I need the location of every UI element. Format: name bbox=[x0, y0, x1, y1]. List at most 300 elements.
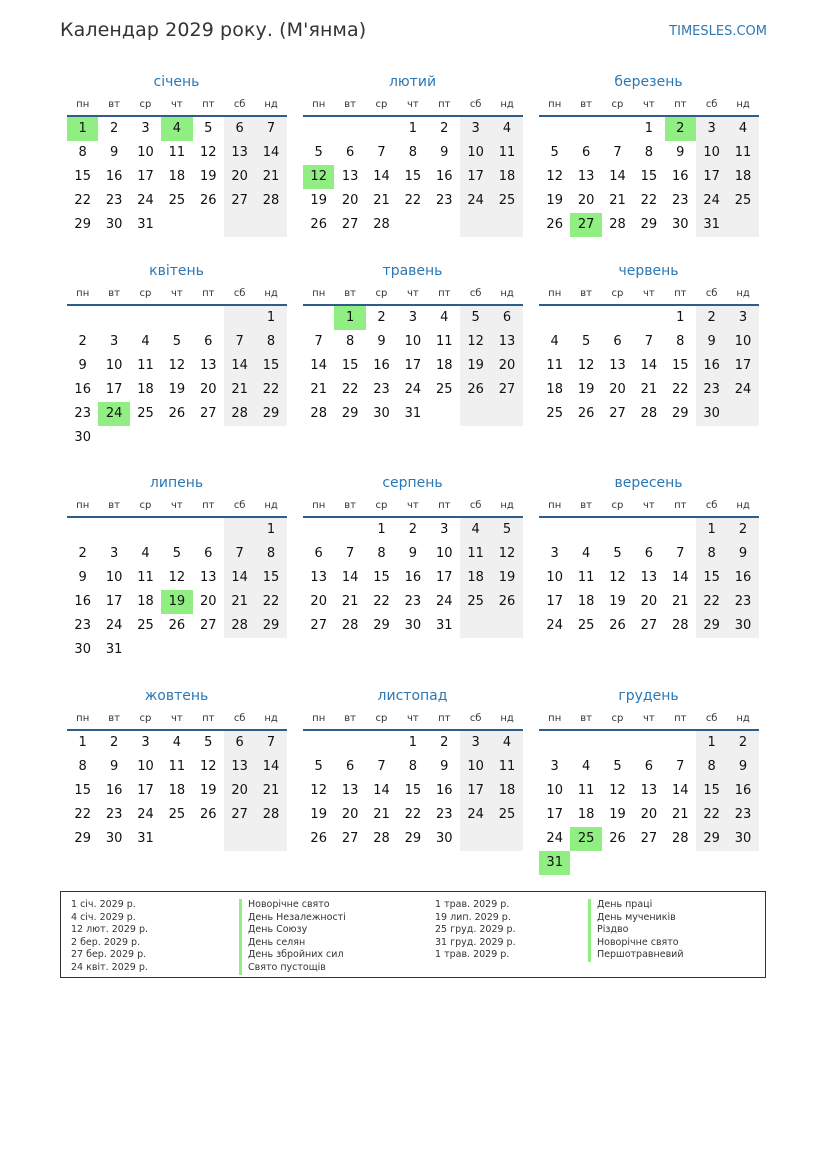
day-cell: 21 bbox=[609, 193, 626, 208]
empty-day-cell bbox=[67, 518, 98, 542]
day-cell: 30 bbox=[727, 827, 758, 851]
weekday-label: чт bbox=[643, 288, 655, 299]
holiday-day-cell: 4 bbox=[161, 117, 192, 141]
day-cell: 6 bbox=[224, 117, 255, 141]
weekday-label: ср bbox=[375, 288, 388, 299]
day-cell: 9 bbox=[408, 546, 417, 561]
weekday-label: нд bbox=[264, 713, 278, 724]
day-cell: 4 bbox=[581, 546, 591, 561]
empty-day-cell bbox=[130, 518, 161, 542]
day-cell: 26 bbox=[609, 831, 626, 846]
day-cell: 14 bbox=[609, 169, 626, 184]
day-cell: 16 bbox=[671, 169, 689, 184]
day-cell: 30 bbox=[105, 217, 123, 232]
weekday-label: чт bbox=[407, 99, 419, 110]
day-cell: 3 bbox=[109, 546, 119, 561]
day-cell: 7 bbox=[676, 546, 685, 561]
day-cell: 12 bbox=[460, 330, 491, 354]
day-cell: 13 bbox=[199, 358, 217, 373]
weekday-label: нд bbox=[500, 288, 514, 299]
day-cell: 23 bbox=[727, 803, 758, 827]
day-cell: 15 bbox=[404, 169, 422, 184]
day-cell: 6 bbox=[345, 145, 355, 160]
day-cell: 22 bbox=[404, 193, 422, 208]
day-cell: 7 bbox=[224, 330, 255, 354]
day-cell: 24 bbox=[727, 378, 758, 402]
weekday-label: пт bbox=[202, 500, 215, 511]
month-block bbox=[67, 473, 287, 662]
day-cell: 28 bbox=[255, 189, 286, 213]
empty-day-cell bbox=[491, 614, 522, 638]
day-cell: 10 bbox=[696, 141, 727, 165]
day-cell: 2 bbox=[696, 306, 727, 330]
weekday-label: ср bbox=[375, 713, 388, 724]
day-cell: 24 bbox=[460, 189, 491, 213]
day-cell: 17 bbox=[137, 169, 154, 184]
day-cell: 5 bbox=[314, 145, 323, 160]
day-cell: 15 bbox=[74, 169, 91, 184]
empty-day-cell bbox=[161, 638, 192, 662]
legend-names-col-1 bbox=[239, 899, 346, 975]
day-cell: 29 bbox=[640, 217, 658, 232]
day-cell: 2 bbox=[78, 334, 87, 349]
day-cell: 28 bbox=[671, 831, 689, 846]
day-cell: 3 bbox=[460, 117, 491, 141]
day-cell: 27 bbox=[310, 618, 327, 633]
day-cell: 30 bbox=[435, 831, 453, 846]
day-cell: 3 bbox=[550, 546, 559, 561]
day-cell: 25 bbox=[460, 590, 491, 614]
day-grid bbox=[539, 731, 759, 875]
weekday-header bbox=[303, 96, 523, 113]
month-block bbox=[539, 473, 759, 638]
day-cell: 10 bbox=[460, 755, 491, 779]
empty-day-cell bbox=[130, 638, 161, 662]
empty-day-cell bbox=[161, 213, 192, 237]
day-cell: 19 bbox=[491, 566, 522, 590]
day-cell: 2 bbox=[377, 310, 386, 325]
day-cell: 3 bbox=[141, 735, 150, 750]
day-cell: 21 bbox=[224, 590, 255, 614]
weekday-header bbox=[67, 497, 287, 514]
holiday-day-cell: 25 bbox=[570, 827, 601, 851]
legend-date: 19 лип. 2029 р. bbox=[435, 911, 511, 923]
day-cell: 20 bbox=[199, 594, 217, 609]
day-cell: 13 bbox=[640, 570, 658, 585]
empty-day-cell bbox=[727, 213, 758, 237]
day-cell: 18 bbox=[137, 382, 154, 397]
day-cell: 23 bbox=[404, 594, 422, 609]
day-cell: 16 bbox=[435, 783, 453, 798]
day-cell: 24 bbox=[696, 189, 727, 213]
day-cell: 1 bbox=[644, 121, 653, 136]
day-cell: 4 bbox=[581, 759, 591, 774]
day-cell: 24 bbox=[460, 803, 491, 827]
day-grid bbox=[67, 117, 287, 237]
day-cell: 1 bbox=[676, 310, 685, 325]
day-cell: 4 bbox=[460, 518, 491, 542]
day-cell: 24 bbox=[435, 594, 453, 609]
weekday-label: ср bbox=[375, 500, 388, 511]
day-cell: 25 bbox=[435, 382, 453, 397]
weekday-label: нд bbox=[264, 288, 278, 299]
day-cell: 17 bbox=[435, 570, 453, 585]
day-cell: 17 bbox=[137, 783, 154, 798]
day-cell: 23 bbox=[435, 193, 453, 208]
weekday-label: вт bbox=[344, 713, 356, 724]
day-cell: 10 bbox=[105, 358, 123, 373]
day-cell: 12 bbox=[199, 145, 217, 160]
day-cell: 5 bbox=[613, 546, 622, 561]
weekday-label: нд bbox=[736, 500, 750, 511]
day-cell: 5 bbox=[172, 334, 181, 349]
day-cell: 20 bbox=[609, 382, 626, 397]
empty-day-cell bbox=[193, 827, 224, 851]
weekday-label: сб bbox=[233, 713, 246, 724]
day-cell: 3 bbox=[460, 731, 491, 755]
day-cell: 11 bbox=[460, 542, 491, 566]
empty-day-cell bbox=[334, 731, 365, 755]
day-cell: 7 bbox=[255, 731, 286, 755]
day-cell: 20 bbox=[341, 807, 359, 822]
empty-day-cell bbox=[255, 426, 286, 450]
day-cell: 13 bbox=[341, 783, 359, 798]
weekday-label: вт bbox=[580, 99, 592, 110]
day-cell: 19 bbox=[168, 382, 186, 397]
day-cell: 8 bbox=[696, 542, 727, 566]
weekday-label: пн bbox=[76, 500, 90, 511]
day-cell: 28 bbox=[640, 406, 658, 421]
day-cell: 30 bbox=[74, 430, 91, 445]
day-cell: 3 bbox=[408, 310, 417, 325]
day-cell: 24 bbox=[137, 807, 154, 822]
day-cell: 23 bbox=[74, 618, 91, 633]
holiday-day-cell: 2 bbox=[665, 117, 696, 141]
day-cell: 18 bbox=[546, 382, 563, 397]
day-cell: 12 bbox=[310, 783, 327, 798]
weekday-label: пн bbox=[76, 713, 90, 724]
day-cell: 11 bbox=[491, 141, 522, 165]
day-cell: 25 bbox=[577, 618, 595, 633]
empty-day-cell bbox=[727, 851, 758, 875]
empty-day-cell bbox=[366, 731, 397, 755]
month-block bbox=[539, 261, 759, 426]
day-cell: 20 bbox=[491, 354, 522, 378]
day-cell: 4 bbox=[491, 117, 522, 141]
month-name: квітень bbox=[149, 263, 204, 279]
empty-day-cell bbox=[130, 426, 161, 450]
empty-day-cell bbox=[224, 306, 255, 330]
day-cell: 8 bbox=[377, 546, 386, 561]
day-cell: 1 bbox=[377, 522, 386, 537]
day-cell: 25 bbox=[546, 406, 563, 421]
day-cell: 7 bbox=[224, 542, 255, 566]
legend-holiday-name: Новорічне свято bbox=[239, 899, 346, 912]
weekday-label: нд bbox=[264, 99, 278, 110]
weekday-label: чт bbox=[407, 713, 419, 724]
day-cell: 10 bbox=[460, 141, 491, 165]
weekday-label: вт bbox=[108, 99, 120, 110]
month-name: лютий bbox=[388, 74, 437, 90]
weekday-label: вт bbox=[108, 713, 120, 724]
empty-day-cell bbox=[602, 117, 633, 141]
day-cell: 17 bbox=[546, 807, 563, 822]
day-cell: 6 bbox=[224, 731, 255, 755]
month-block bbox=[67, 72, 287, 237]
month-name: липень bbox=[149, 475, 204, 491]
day-cell: 10 bbox=[404, 334, 422, 349]
weekday-label: ср bbox=[139, 288, 152, 299]
empty-day-cell bbox=[255, 213, 286, 237]
empty-day-cell bbox=[491, 402, 522, 426]
weekday-label: чт bbox=[407, 288, 419, 299]
day-cell: 25 bbox=[137, 406, 154, 421]
empty-day-cell bbox=[633, 306, 664, 330]
day-cell: 11 bbox=[727, 141, 758, 165]
day-cell: 15 bbox=[74, 783, 91, 798]
weekday-header bbox=[303, 285, 523, 302]
day-cell: 7 bbox=[676, 759, 685, 774]
day-cell: 19 bbox=[199, 783, 217, 798]
day-cell: 19 bbox=[577, 382, 595, 397]
day-grid bbox=[539, 306, 759, 426]
day-cell: 3 bbox=[696, 117, 727, 141]
day-cell: 6 bbox=[204, 334, 213, 349]
day-cell: 22 bbox=[373, 594, 390, 609]
empty-day-cell bbox=[193, 638, 224, 662]
day-cell: 14 bbox=[341, 570, 359, 585]
day-cell: 9 bbox=[727, 755, 758, 779]
day-cell: 2 bbox=[727, 518, 758, 542]
day-cell: 1 bbox=[255, 518, 286, 542]
day-cell: 10 bbox=[137, 145, 154, 160]
month-block bbox=[539, 72, 759, 237]
day-cell: 18 bbox=[727, 165, 758, 189]
legend-holiday-name: Першотравневий bbox=[588, 949, 684, 962]
weekday-label: пн bbox=[312, 713, 326, 724]
day-cell: 28 bbox=[671, 618, 689, 633]
empty-day-cell bbox=[696, 851, 727, 875]
day-cell: 5 bbox=[613, 759, 622, 774]
day-cell: 11 bbox=[491, 755, 522, 779]
legend-date: 1 трав. 2029 р. bbox=[435, 949, 510, 961]
weekday-label: пт bbox=[438, 288, 451, 299]
legend-date: 2 бер. 2029 р. bbox=[71, 936, 141, 948]
day-cell: 26 bbox=[310, 217, 327, 232]
day-cell: 25 bbox=[727, 189, 758, 213]
empty-day-cell bbox=[161, 306, 192, 330]
day-cell: 17 bbox=[460, 779, 491, 803]
day-cell: 22 bbox=[255, 590, 286, 614]
weekday-label: пн bbox=[548, 500, 562, 511]
day-cell: 23 bbox=[696, 378, 727, 402]
day-cell: 18 bbox=[491, 165, 522, 189]
weekday-label: нд bbox=[500, 99, 514, 110]
empty-day-cell bbox=[224, 827, 255, 851]
day-cell: 7 bbox=[255, 117, 286, 141]
day-cell: 16 bbox=[74, 594, 91, 609]
day-cell: 16 bbox=[727, 779, 758, 803]
legend-holiday-name: День селян bbox=[239, 937, 346, 950]
empty-day-cell bbox=[491, 827, 522, 851]
empty-day-cell bbox=[602, 306, 633, 330]
day-cell: 5 bbox=[172, 546, 181, 561]
day-cell: 21 bbox=[224, 378, 255, 402]
empty-day-cell bbox=[460, 827, 491, 851]
day-cell: 18 bbox=[577, 594, 595, 609]
day-cell: 13 bbox=[310, 570, 327, 585]
day-cell: 4 bbox=[172, 735, 181, 750]
day-cell: 31 bbox=[435, 618, 453, 633]
day-cell: 7 bbox=[377, 145, 386, 160]
day-cell: 14 bbox=[373, 783, 390, 798]
empty-day-cell bbox=[602, 731, 633, 755]
month-block bbox=[303, 72, 523, 237]
day-cell: 9 bbox=[676, 145, 685, 160]
empty-day-cell bbox=[570, 731, 601, 755]
month-name: жовтень bbox=[144, 688, 209, 704]
month-name: грудень bbox=[618, 688, 679, 704]
weekday-label: сб bbox=[469, 500, 482, 511]
day-cell: 17 bbox=[105, 594, 123, 609]
weekday-header bbox=[539, 96, 759, 113]
day-cell: 31 bbox=[137, 217, 154, 232]
day-cell: 16 bbox=[105, 169, 123, 184]
day-cell: 12 bbox=[199, 759, 217, 774]
day-cell: 9 bbox=[696, 330, 727, 354]
weekday-label: пт bbox=[674, 500, 687, 511]
day-cell: 25 bbox=[137, 618, 154, 633]
day-cell: 22 bbox=[74, 807, 91, 822]
day-cell: 15 bbox=[696, 779, 727, 803]
day-cell: 9 bbox=[440, 145, 449, 160]
day-cell: 10 bbox=[105, 570, 123, 585]
legend-holiday-name: Свято пустощів bbox=[239, 962, 346, 975]
weekday-header bbox=[539, 710, 759, 727]
day-cell: 24 bbox=[546, 831, 563, 846]
day-cell: 2 bbox=[440, 735, 449, 750]
day-cell: 25 bbox=[168, 807, 186, 822]
day-grid bbox=[303, 306, 523, 426]
day-cell: 6 bbox=[314, 546, 323, 561]
day-cell: 22 bbox=[696, 590, 727, 614]
day-cell: 6 bbox=[581, 145, 591, 160]
weekday-label: сб bbox=[233, 288, 246, 299]
day-cell: 26 bbox=[460, 378, 491, 402]
day-cell: 19 bbox=[310, 193, 327, 208]
legend-date: 4 січ. 2029 р. bbox=[71, 911, 136, 923]
day-cell: 18 bbox=[460, 566, 491, 590]
day-cell: 13 bbox=[609, 358, 626, 373]
legend-holiday-name: Новорічне свято bbox=[588, 937, 684, 950]
day-cell: 26 bbox=[199, 193, 217, 208]
weekday-header bbox=[303, 710, 523, 727]
day-cell: 18 bbox=[491, 779, 522, 803]
day-cell: 12 bbox=[491, 542, 522, 566]
weekday-header bbox=[67, 285, 287, 302]
day-cell: 28 bbox=[373, 217, 390, 232]
empty-day-cell bbox=[130, 306, 161, 330]
empty-day-cell bbox=[539, 518, 570, 542]
day-cell: 1 bbox=[408, 735, 417, 750]
day-cell: 25 bbox=[491, 803, 522, 827]
day-cell: 3 bbox=[440, 522, 449, 537]
day-cell: 27 bbox=[640, 831, 658, 846]
day-cell: 14 bbox=[671, 570, 689, 585]
day-cell: 23 bbox=[74, 406, 91, 421]
weekday-label: пн bbox=[312, 500, 326, 511]
day-cell: 4 bbox=[440, 310, 449, 325]
empty-day-cell bbox=[224, 518, 255, 542]
empty-day-cell bbox=[633, 731, 664, 755]
weekday-label: пн bbox=[76, 99, 90, 110]
day-cell: 14 bbox=[373, 169, 390, 184]
day-cell: 12 bbox=[168, 358, 186, 373]
day-cell: 8 bbox=[408, 759, 417, 774]
month-block bbox=[303, 473, 523, 638]
day-cell: 28 bbox=[310, 406, 327, 421]
empty-day-cell bbox=[98, 426, 129, 450]
weekday-label: ср bbox=[139, 713, 152, 724]
day-grid bbox=[303, 117, 523, 237]
day-cell: 19 bbox=[609, 594, 626, 609]
day-cell: 22 bbox=[74, 193, 91, 208]
legend-dates-col-1 bbox=[71, 899, 148, 975]
day-cell: 15 bbox=[671, 358, 689, 373]
day-cell: 9 bbox=[78, 570, 87, 585]
day-cell: 26 bbox=[609, 618, 626, 633]
day-cell: 24 bbox=[546, 618, 563, 633]
day-cell: 22 bbox=[255, 378, 286, 402]
day-cell: 16 bbox=[696, 354, 727, 378]
day-cell: 1 bbox=[78, 735, 87, 750]
empty-day-cell bbox=[460, 614, 491, 638]
brand-link[interactable]: TIMESLES.COM bbox=[669, 24, 767, 39]
day-cell: 11 bbox=[546, 358, 563, 373]
day-cell: 31 bbox=[137, 831, 154, 846]
day-cell: 11 bbox=[168, 145, 186, 160]
weekday-label: пн bbox=[548, 288, 562, 299]
empty-day-cell bbox=[539, 731, 570, 755]
day-grid bbox=[303, 731, 523, 851]
legend-date: 24 квіт. 2029 р. bbox=[71, 961, 148, 973]
weekday-label: чт bbox=[407, 500, 419, 511]
holiday-day-cell: 1 bbox=[334, 306, 365, 330]
day-cell: 9 bbox=[109, 759, 119, 774]
day-cell: 29 bbox=[696, 614, 727, 638]
weekday-label: ср bbox=[611, 288, 624, 299]
weekday-label: вт bbox=[108, 500, 120, 511]
day-cell: 5 bbox=[460, 306, 491, 330]
weekday-header bbox=[67, 710, 287, 727]
day-grid bbox=[303, 518, 523, 638]
day-cell: 26 bbox=[491, 590, 522, 614]
day-cell: 4 bbox=[550, 334, 559, 349]
day-cell: 7 bbox=[377, 759, 386, 774]
day-cell: 11 bbox=[577, 783, 595, 798]
day-cell: 12 bbox=[609, 783, 626, 798]
day-cell: 21 bbox=[373, 807, 390, 822]
weekday-label: сб bbox=[705, 99, 718, 110]
empty-day-cell bbox=[727, 402, 758, 426]
day-cell: 30 bbox=[74, 642, 91, 657]
day-cell: 16 bbox=[404, 570, 422, 585]
weekday-label: ср bbox=[139, 500, 152, 511]
weekday-label: пт bbox=[674, 288, 687, 299]
weekday-label: нд bbox=[736, 713, 750, 724]
day-cell: 29 bbox=[404, 831, 422, 846]
day-cell: 15 bbox=[373, 570, 390, 585]
